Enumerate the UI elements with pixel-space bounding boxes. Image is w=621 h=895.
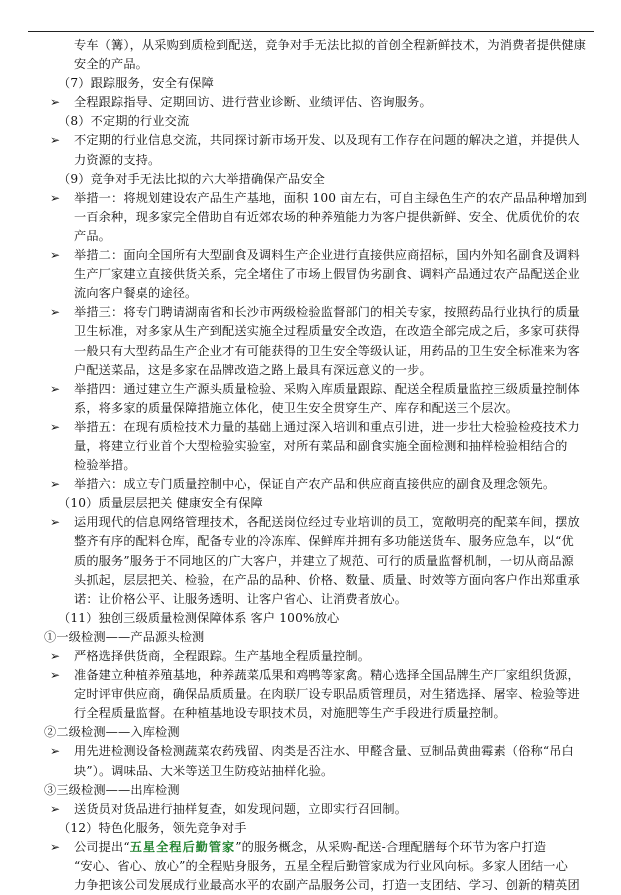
section-heading: [50, 112, 596, 131]
bullet-text: 举措二：面向全国所有大型副食及调料生产企业进行直接供应商招标，国内外知名副食及调料: [74, 248, 580, 263]
highlighted-service-name: 五星全程后勤管家: [129, 839, 236, 854]
bullet-item: [50, 93, 596, 112]
bullet-text: 运用现代的信息网络管理技术，各配送岗位经过专业培训的员工，宽敞明亮的配菜车间，摆放: [74, 515, 580, 530]
paragraph-line: [50, 322, 596, 341]
heading-text: （12）特色化服务，领先竞争对手: [58, 820, 247, 835]
subsection-heading: [44, 628, 596, 647]
bullet-text: 举措五：在现有质检技术力量的基础上通过深入培训和重点引进，进一步壮大检验检疫技术力: [74, 419, 580, 434]
paragraph-text: 检验举措。: [74, 458, 136, 473]
paragraph-text: 户配送菜品，这是多家在品牌改造之路上最具有深远意义的一步。: [74, 362, 432, 377]
bullet-item: [50, 303, 596, 322]
bullet-arrow-icon: ➢: [50, 839, 61, 854]
paragraph-text: 块”）。调味品、大米等送卫生防疫站抽样化验。: [74, 763, 334, 778]
paragraph-text: “安心、省心、放心”的全程贴身服务，五星全程后勤管家成为行业风向标。多家人团结一心: [74, 859, 568, 874]
bullet-item: [50, 513, 596, 532]
paragraph-text: 定时评审供应商，确保品质质量。在肉联厂设专职品质管理员，对生猪选择、屠宰、检验等进: [74, 687, 580, 702]
paragraph-text: 质的服务”服务于不同地区的广大客户，并建立了规范、可行的质量监督机制，一切从商品源: [74, 553, 574, 568]
paragraph-line: [50, 590, 596, 609]
bullet-text: 全程跟踪指导、定期回访、进行营业诊断、业绩评估、咨询服务。: [74, 95, 432, 110]
paragraph-line: [50, 151, 596, 170]
paragraph-line: [50, 532, 596, 551]
bullet-item: [50, 131, 596, 150]
paragraph-text: 产品。: [74, 228, 112, 243]
heading-text: ③三级检测——出库检测: [44, 782, 180, 797]
paragraph-line: [50, 552, 596, 571]
paragraph-line: [50, 55, 596, 74]
bullet-item: [50, 666, 596, 685]
text-run: 公司提出“: [74, 839, 130, 854]
paragraph-line: [50, 685, 596, 704]
paragraph-text: 行全程质量监督。在种植基地设专职技术员，对施肥等生产手段进行质量控制。: [74, 706, 506, 721]
bullet-text: 举措四：通过建立生产源头质量检验、采购入库质量跟踪、配送全程质量监控三级质量控制体: [74, 381, 580, 396]
paragraph-text: 生产厂家建立直接供货关系，完全堵住了市场上假冒伪劣副食、调料产品通过农产品配送企业: [74, 267, 580, 282]
bullet-item: [50, 647, 596, 666]
bullet-item: [50, 246, 596, 265]
bullet-text: 举措一：将规划建设农产品生产基地，面积 100 亩左右，可自主绿色生产的农产品品种增加到: [74, 190, 587, 205]
bullet-arrow-icon: ➢: [50, 133, 61, 148]
bullet-arrow-icon: ➢: [50, 248, 61, 263]
bullet-arrow-icon: ➢: [50, 419, 61, 434]
paragraph-line: [50, 284, 596, 303]
heading-text: ②二级检测——入库检测: [44, 725, 180, 740]
section-heading: [50, 74, 596, 93]
paragraph-text: 一百余种，现多家完全借助自有近郊农场的种养殖能力为客户提供新鲜、安全、优质优价的农: [74, 209, 580, 224]
bullet-item: [50, 475, 596, 494]
bullet-arrow-icon: ➢: [50, 801, 61, 816]
paragraph-text: 流向客户餐桌的途径。: [74, 286, 198, 301]
bullet-item: [50, 189, 596, 208]
paragraph-text: 诺：让价格公平、让服务透明、让客户省心、让消费者放心。: [74, 591, 408, 606]
bullet-item: [50, 380, 596, 399]
bullet-text: 举措六：成立专门质量控制中心，保证自产农产品和供应商直接供应的副食及理念领先。: [74, 477, 556, 492]
paragraph-line: [50, 456, 596, 475]
paragraph-line: [50, 265, 596, 284]
bullet-arrow-icon: ➢: [50, 668, 61, 683]
bullet-arrow-icon: ➢: [50, 190, 61, 205]
paragraph-line: [50, 704, 596, 723]
bullet-arrow-icon: ➢: [50, 744, 61, 759]
section-heading: [50, 170, 596, 189]
heading-text: （7）跟踪服务，安全有保障: [58, 76, 214, 91]
document-body: [44, 36, 596, 895]
paragraph-text: 安全的产品。: [74, 57, 149, 72]
bullet-item: [50, 742, 596, 761]
bullet-text: 不定期的行业信息交流，共同探讨新市场开发、以及现有工作存在问题的解决之道，并提供人: [74, 133, 580, 148]
paragraph-line: [50, 227, 596, 246]
paragraph-line: [50, 876, 596, 895]
subsection-heading: [44, 723, 596, 742]
bullet-arrow-icon: ➢: [50, 515, 61, 530]
header-rule: [28, 31, 594, 32]
bullet-text: 用先进检测设备检测蔬菜农药残留、肉类是否注水、甲醛含量、豆制品黄曲霉素（俗称“吊白: [74, 744, 574, 759]
section-heading: [50, 819, 596, 838]
paragraph-text: 系，将多家的质量保障措施立体化，使卫生安全贯穿生产、库存和配送三个层次。: [74, 400, 519, 415]
paragraph-line: [50, 399, 596, 418]
paragraph-text: 力资源的支持。: [74, 152, 161, 167]
text-run: ”的服务概念，从采购-配送-合理配膳每个环节为客户打造: [235, 839, 547, 854]
heading-text: ①一级检测——产品源头检测: [44, 629, 205, 644]
bullet-arrow-icon: ➢: [50, 477, 61, 492]
bullet-arrow-icon: ➢: [50, 381, 61, 396]
bullet-item: [50, 800, 596, 819]
paragraph-line: [50, 571, 596, 590]
paragraph-line: [50, 36, 596, 55]
paragraph-text: 整齐有序的配料仓库，配备专业的冷冻库、保鲜库并拥有多功能送货车、服务应急车，以“优: [74, 534, 574, 549]
paragraph-line: [50, 342, 596, 361]
bullet-text: 准备建立种植养殖基地，种养蔬菜瓜果和鸡鸭等家禽。精心选择全国品牌生产厂家组织货源，: [74, 668, 580, 683]
section-heading: [50, 494, 596, 513]
paragraph-line: [50, 857, 596, 876]
subsection-heading: [44, 781, 596, 800]
heading-text: （10）质量层层把关 健康安全有保障: [58, 496, 263, 511]
paragraph-text: 头抓起，层层把关、检验，在产品的品种、价格、数量、质量、时效等方面向客户作出郑重承: [74, 572, 580, 587]
bullet-item: [50, 838, 596, 857]
paragraph-text: 量，将建立行业首个大型检验实验室，对所有菜品和副食实施全面检测和抽样检验相结合的: [74, 438, 568, 453]
bullet-item: [50, 418, 596, 437]
paragraph-line: [50, 361, 596, 380]
heading-text: （8）不定期的行业交流: [58, 114, 190, 129]
bullet-text: 举措三：将专门聘请湖南省和长沙市两级检验监督部门的相关专家，按照药品行业执行的质量: [74, 305, 580, 320]
paragraph-text: 力争把该公司发展成行业最高水平的农副产品服务公司，打造一支团结、学习、创新的精英团: [74, 878, 580, 893]
paragraph-line: [50, 437, 596, 456]
section-heading: [50, 609, 596, 628]
bullet-text: 严格选择供货商，全程跟踪。生产基地全程质量控制。: [74, 649, 371, 663]
paragraph-text: 卫生标准，对多家从生产到配送实施全过程质量安全改造，在改造全部完成之后，多家可获得: [74, 324, 580, 339]
heading-text: （11）独创三级质量检测保障体系 客户 100%放心: [58, 610, 340, 625]
paragraph-text: 一般只有大型药品生产企业才有可能获得的卫生安全等级认证，用药品的卫生安全标准来为客: [74, 343, 580, 358]
bullet-arrow-icon: ➢: [50, 95, 61, 110]
bullet-arrow-icon: ➢: [50, 305, 61, 320]
paragraph-line: [50, 208, 596, 227]
bullet-arrow-icon: ➢: [50, 649, 61, 663]
paragraph-text: 专车（篝），从采购到质检到配送，竞争对手无法比拟的首创全程新鲜技术，为消费者提供健康: [74, 38, 587, 52]
bullet-text: 送货员对货品进行抽样复查，如发现问题，立即实行召回制。: [74, 801, 408, 816]
paragraph-line: [50, 762, 596, 781]
heading-text: （9）竞争对手无法比拟的六大举措确保产品安全: [58, 171, 325, 186]
